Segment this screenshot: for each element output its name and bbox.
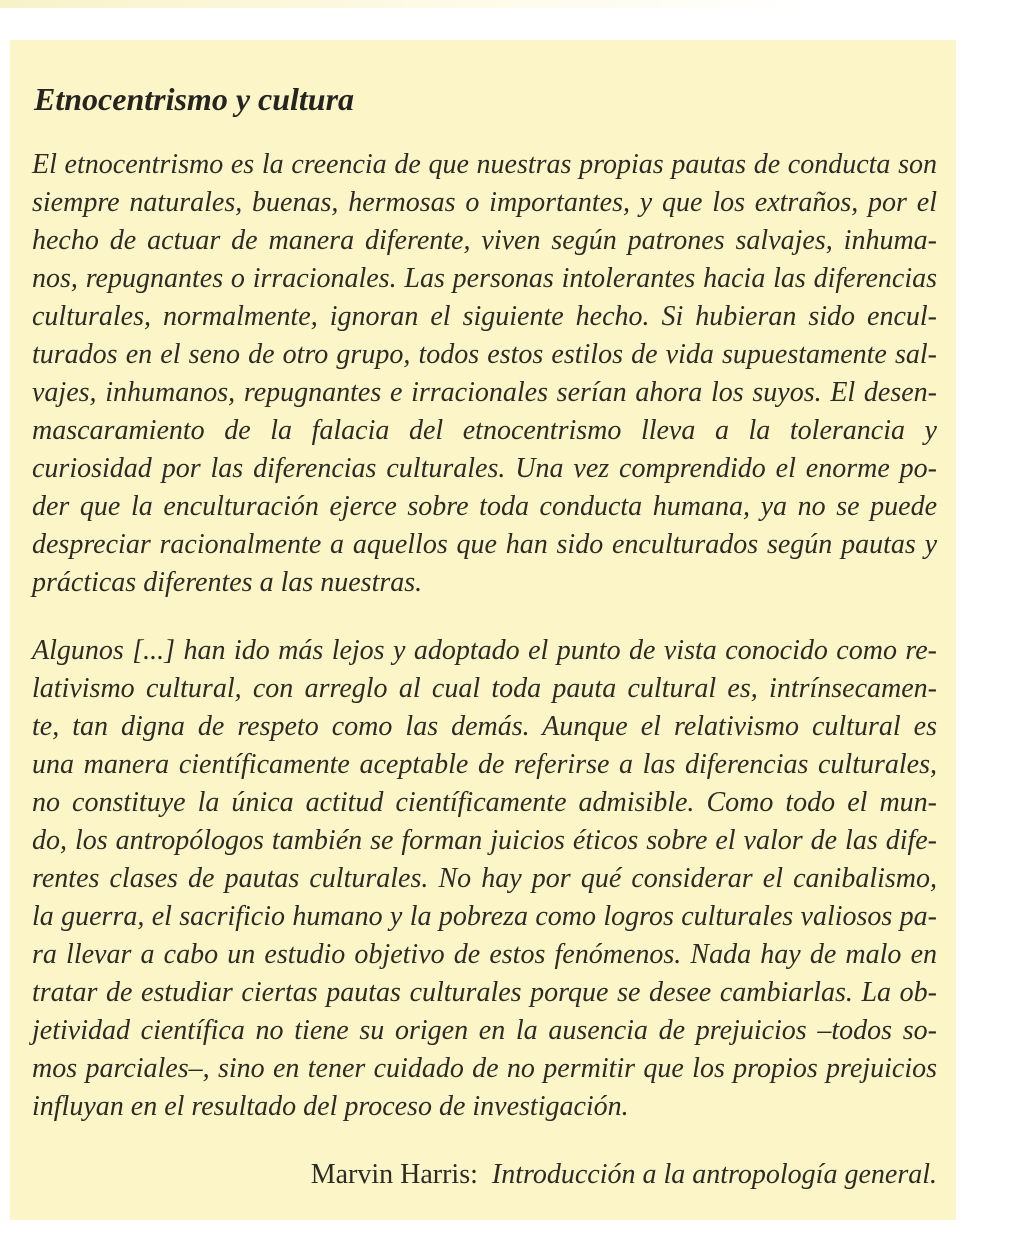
text-line: mos parciales–, sino en tener cuidado de no permitir que los propios prejuicios bbox=[32, 1053, 937, 1084]
text-line: turados en el seno de otro grupo, todos estos estilos de vida supuestamente sal- bbox=[32, 339, 937, 370]
text-line: culturales, normalmente, ignoran el siguiente hecho. Si hubieran sido encul- bbox=[32, 301, 937, 332]
text-line: der que la enculturación ejerce sobre toda conducta humana, ya no se puede bbox=[32, 491, 937, 522]
text-line: curiosidad por las diferencias culturales. Una vez comprendido el enorme po- bbox=[32, 453, 937, 484]
document-page bbox=[10, 40, 956, 1220]
attribution-author: Marvin Harris: bbox=[310, 1159, 478, 1190]
text-line: do, los antropólogos también se forman juicios éticos sobre el valor de las dife- bbox=[32, 825, 937, 856]
text-line: nos, repugnantes o irracionales. Las personas intolerantes hacia las diferencias bbox=[32, 263, 937, 294]
text-line: jetividad científica no tiene su origen en la ausencia de prejuicios –todos so- bbox=[32, 1015, 937, 1046]
paragraph-etnocentrismo bbox=[32, 146, 937, 602]
attribution bbox=[32, 1156, 937, 1194]
text-line: ra llevar a cabo un estudio objetivo de estos fenómenos. Nada hay de malo en bbox=[32, 939, 937, 970]
text-line: una manera científicamente aceptable de referirse a las diferencias culturales, bbox=[32, 749, 937, 780]
text-line: mascaramiento de la falacia del etnocentrismo lleva a la tolerancia y bbox=[32, 415, 937, 446]
text-line: siempre naturales, buenas, hermosas o importantes, y que los extraños, por el bbox=[32, 187, 937, 218]
attribution-work-title: Introducción a la antropología general. bbox=[491, 1159, 937, 1190]
text-line: rentes clases de pautas culturales. No hay por qué considerar el canibalismo, bbox=[32, 863, 937, 894]
text-line: Algunos [...] han ido más lejos y adoptado el punto de vista conocido como re- bbox=[32, 635, 937, 666]
text-line: no constituye la única actitud científicamente admisible. Como todo el mun- bbox=[32, 787, 937, 818]
text-line: El etnocentrismo es la creencia de que nuestras propias pautas de conducta son bbox=[32, 149, 937, 180]
scan-artifact bbox=[0, 0, 1012, 8]
text-line: influyan en el resultado del proceso de investigación. bbox=[32, 1091, 629, 1122]
text-line: tratar de estudiar ciertas pautas culturales porque se desee cambiarlas. La ob- bbox=[32, 977, 937, 1008]
text-line: prácticas diferentes a las nuestras. bbox=[32, 567, 423, 598]
text-line: vajes, inhumanos, repugnantes e irracionales serían ahora los suyos. El desen- bbox=[32, 377, 937, 408]
text-line: lativismo cultural, con arreglo al cual toda pauta cultural es, intrínsecamen- bbox=[32, 673, 937, 704]
text-line: la guerra, el sacrificio humano y la pobreza como logros culturales valiosos pa- bbox=[32, 901, 937, 932]
text-line: te, tan digna de respeto como las demás. Aunque el relativismo cultural es bbox=[32, 711, 937, 742]
page-title: Etnocentrismo y cultura bbox=[34, 81, 355, 117]
text-line: hecho de actuar de manera diferente, viven según patrones salvajes, inhuma- bbox=[32, 225, 937, 256]
text-line: despreciar racionalmente a aquellos que han sido enculturados según pautas y bbox=[32, 529, 937, 560]
paragraph-relativismo bbox=[32, 632, 937, 1126]
